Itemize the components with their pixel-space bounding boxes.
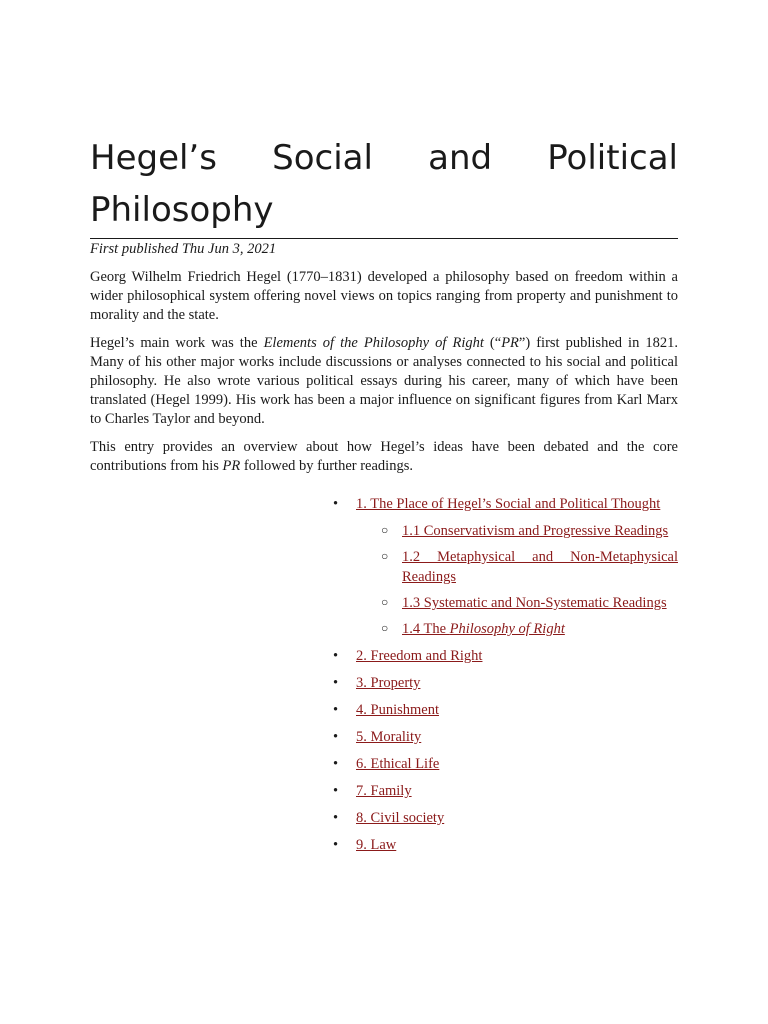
- toc-sublist: [356, 521, 678, 639]
- para2-text-b: (“: [483, 335, 502, 351]
- toc-link-1[interactable]: 1. The Place of Hegel’s Social and Political Thought: [356, 496, 661, 512]
- publication-date: First published Thu Jun 3, 2021: [90, 241, 277, 257]
- toc-link-6[interactable]: 6. Ethical Life: [356, 756, 440, 772]
- toc-subitem: [402, 593, 678, 613]
- para3-text-a: This entry provides an overview about how Hegel’s ideas have been debated and the core contributions from his: [90, 439, 678, 474]
- toc-link-1-4-title: Philosophy of Right: [449, 621, 565, 637]
- toc-item: [356, 835, 678, 855]
- toc-item: [356, 700, 678, 720]
- toc-subitem: [402, 547, 678, 587]
- toc-subitem: [402, 619, 678, 639]
- toc-item: [356, 808, 678, 828]
- overview-paragraph: [90, 438, 678, 476]
- toc-subitem: [402, 521, 678, 541]
- toc-link-1-2[interactable]: 1.2 Metaphysical and Non-Metaphysical Readings: [402, 549, 678, 585]
- toc-link-1-4-text: 1.4 The: [402, 621, 450, 637]
- book-title: Elements of the Philosophy of Right: [263, 335, 484, 351]
- main-work-paragraph: [90, 334, 678, 429]
- article-body: [90, 132, 678, 862]
- toc-link-2[interactable]: 2. Freedom and Right: [356, 648, 483, 664]
- toc-item: [356, 781, 678, 801]
- toc-item: [356, 673, 678, 693]
- toc-link-9[interactable]: 9. Law: [356, 837, 397, 853]
- toc-item: [356, 646, 678, 666]
- toc-link-3[interactable]: 3. Property: [356, 675, 421, 691]
- pr-abbrev-2: PR: [222, 458, 241, 474]
- intro-paragraph: Georg Wilhelm Friedrich Hegel (1770–1831) developed a philosophy based on freedom within a wider philosophical system offering novel views on topics ranging from property and punishment to morality and the state.: [90, 269, 678, 323]
- table-of-contents: [90, 494, 678, 855]
- toc-link-1-1[interactable]: 1.1 Conservativism and Progressive Readings: [402, 523, 669, 539]
- para2-text-a: Hegel’s main work was the: [90, 335, 264, 351]
- toc-link-7[interactable]: 7. Family: [356, 783, 412, 799]
- toc-link-8[interactable]: 8. Civil society: [356, 810, 445, 826]
- toc-link-5[interactable]: 5. Morality: [356, 729, 422, 745]
- page-title: Hegel’s Social and Political Philosophy: [90, 132, 678, 239]
- toc-link-4[interactable]: 4. Punishment: [356, 702, 439, 718]
- para2-text-c: ”) first published in 1821. Many of his other major works include discussions or analyses connected to his social and political philosophy. He also wrote various political essays during his career, many of which have been translated (Hegel 1999). His work has been a major influence on significant figures from Karl Marx to Charles Taylor and beyond.: [90, 335, 678, 427]
- toc-item: [356, 754, 678, 774]
- pr-abbrev: PR: [501, 335, 519, 351]
- para3-text-b: followed by further readings.: [240, 458, 413, 474]
- toc-item: [356, 727, 678, 747]
- toc-link-1-4[interactable]: [402, 621, 565, 637]
- toc-link-1-3[interactable]: 1.3 Systematic and Non-Systematic Readings: [402, 595, 667, 611]
- toc-item: [356, 494, 678, 639]
